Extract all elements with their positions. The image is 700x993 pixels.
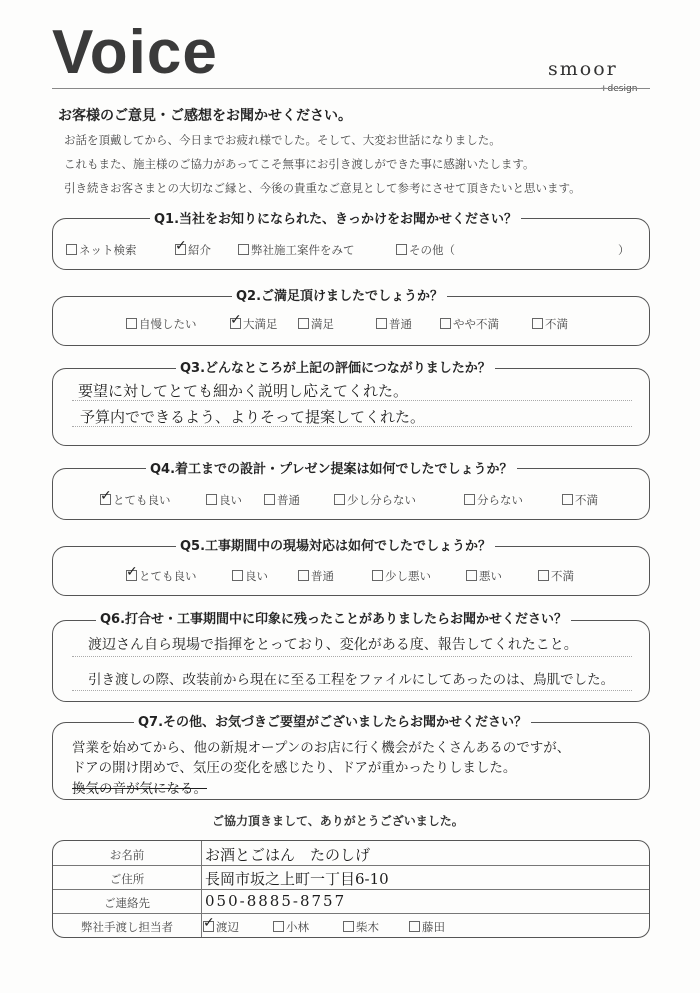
q2-option[interactable]: 満足 (298, 316, 334, 332)
staff-option[interactable]: 小林 (273, 919, 309, 935)
q7-answer-struck: 換気の音が気になる。 (72, 781, 207, 797)
checkbox[interactable] (334, 494, 345, 505)
intro-line: これもまた、施主様のご協力があってこそ無事にお引き渡しができた事に感謝いたします。 (64, 157, 535, 171)
q6-answer: 渡辺さん自ら現場で指揮をとっており、変化がある度、報告してくれたこと。 (88, 637, 578, 653)
checkbox[interactable] (376, 318, 387, 329)
logo-subtext: +design (600, 84, 638, 94)
checkbox[interactable] (206, 494, 217, 505)
header-divider (52, 88, 650, 89)
name-value[interactable]: お酒とごはん たのしげ (205, 846, 371, 864)
q1-option[interactable]: ✓ 紹介 (175, 238, 211, 257)
q5-option[interactable]: 少し悪い (372, 568, 431, 584)
checkbox-checked[interactable] (230, 312, 242, 329)
q5-option[interactable]: 不満 (538, 568, 574, 584)
checkbox[interactable] (232, 570, 243, 581)
q6-answer: 引き渡しの際、改装前から現在に至る工程をファイルにしてあったのは、鳥肌でした。 (88, 672, 615, 688)
q3-answer: 予算内でできるよう、よりそって提案してくれた。 (80, 408, 426, 426)
q5-option[interactable]: 普通 (298, 568, 334, 584)
checkbox-checked[interactable] (126, 564, 138, 581)
checkbox[interactable] (532, 318, 543, 329)
address-value[interactable]: 長岡市坂之上町一丁目6-10 (205, 870, 389, 888)
checkbox[interactable] (126, 318, 137, 329)
phone-label: ご連絡先 (104, 896, 150, 910)
q4-option[interactable]: 良い (206, 492, 242, 508)
q2-option[interactable]: 自慢したい (126, 316, 197, 332)
answer-line (72, 690, 632, 691)
staff-option[interactable]: 藤田 (409, 919, 445, 935)
intro-line: お話を頂戴してから、今日までお疲れ様でした。そして、大変お世話になりました。 (64, 133, 501, 147)
q5-question: Q5.工事期間中の現場対応は如何でしたでしょうか？ (176, 535, 495, 554)
q7-answer: ドアの開け閉めで、気圧の変化を感じたり、ドアが重かったりしました。 (72, 760, 517, 776)
q4-option[interactable]: 不満 (562, 492, 598, 508)
customer-info-table (52, 840, 650, 938)
check-icon: ✓ (126, 564, 138, 580)
q3-question: Q3.どんなところが上記の評価につながりましたか？ (176, 357, 495, 376)
checkbox[interactable] (562, 494, 573, 505)
q4-option[interactable]: 少し分らない (334, 492, 416, 508)
table-row-divider (53, 889, 649, 890)
checkbox[interactable] (238, 244, 249, 255)
thanks-message: ご協力頂きまして、ありがとうございました。 (212, 814, 464, 828)
check-icon: ✓ (230, 312, 242, 328)
name-label: お名前 (109, 848, 145, 862)
staff-label: 弊社手渡し担当者 (81, 920, 173, 934)
checkbox[interactable] (409, 921, 420, 932)
q7-question: Q7.その他、お気づきご要望がございましたらお聞かせください？ (134, 711, 531, 730)
table-row-divider (53, 913, 649, 914)
q3-answer: 要望に対してとても細かく説明し応えてくれた。 (78, 382, 409, 400)
brand-logo (548, 58, 638, 94)
q4-question: Q4.着工までの設計・プレゼン提案は如何でしたでしょうか？ (146, 458, 517, 477)
check-icon: ✓ (175, 238, 187, 254)
check-icon: ✓ (203, 915, 215, 931)
q4-option[interactable]: 分らない (464, 492, 523, 508)
q2-option[interactable]: 普通 (376, 316, 412, 332)
q2-option[interactable]: やや不満 (440, 316, 499, 332)
checkbox[interactable] (298, 318, 309, 329)
checkbox[interactable] (273, 921, 284, 932)
checkbox[interactable] (466, 570, 477, 581)
checkbox[interactable] (66, 244, 77, 255)
checkbox[interactable] (396, 244, 407, 255)
checkbox-checked[interactable] (203, 915, 215, 932)
staff-option[interactable]: 柴木 (343, 919, 379, 935)
q2-option[interactable]: ✓ 大満足 (230, 312, 278, 331)
table-row-divider (53, 865, 649, 866)
q6-question: Q6.打合せ・工事期間中に印象に残ったことがありましたらお聞かせください？ (96, 608, 571, 627)
answer-line (72, 656, 632, 657)
checkbox[interactable] (538, 570, 549, 581)
q2-question: Q2.ご満足頂けましたでしょうか？ (232, 285, 447, 304)
checkbox[interactable] (298, 570, 309, 581)
q1-option[interactable]: その他（ (396, 242, 455, 258)
intro-heading: お客様のご意見・ご感想をお聞かせください。 (58, 108, 352, 124)
address-label: ご住所 (109, 872, 145, 886)
q1-option[interactable]: 弊社施工案件をみて (238, 242, 355, 258)
phone-value[interactable]: 050-8885-8757 (205, 892, 347, 910)
checkbox[interactable] (440, 318, 451, 329)
q1-close-paren: ） (618, 243, 630, 257)
q1-question: Q1.当社をお知りになられた、きっかけをお聞かせください？ (150, 208, 521, 227)
staff-option[interactable]: ✓ 渡辺 (203, 915, 239, 934)
check-icon: ✓ (100, 488, 112, 504)
q5-option[interactable]: 悪い (466, 568, 502, 584)
q4-option[interactable]: ✓ とても良い (100, 488, 171, 507)
checkbox[interactable] (264, 494, 275, 505)
q4-option[interactable]: 普通 (264, 492, 300, 508)
q5-option[interactable]: 良い (232, 568, 268, 584)
checkbox-checked[interactable] (175, 238, 187, 255)
q2-option[interactable]: 不満 (532, 316, 568, 332)
logo-text: smoor (548, 58, 618, 80)
checkbox[interactable] (464, 494, 475, 505)
q1-option[interactable]: ネット検索 (66, 242, 137, 258)
q7-answer: 営業を始めてから、他の新規オープンのお店に行く機会がたくさんあるのですが、 (72, 740, 571, 756)
checkbox-checked[interactable] (100, 488, 112, 505)
checkbox[interactable] (372, 570, 383, 581)
q5-option[interactable]: ✓ とても良い (126, 564, 197, 583)
page-title: Voice (52, 18, 218, 87)
intro-line: 引き続きお客さまとの大切なご縁と、今後の貴重なご意見として参考にさせて頂きたいと思います。 (64, 181, 581, 195)
checkbox[interactable] (343, 921, 354, 932)
